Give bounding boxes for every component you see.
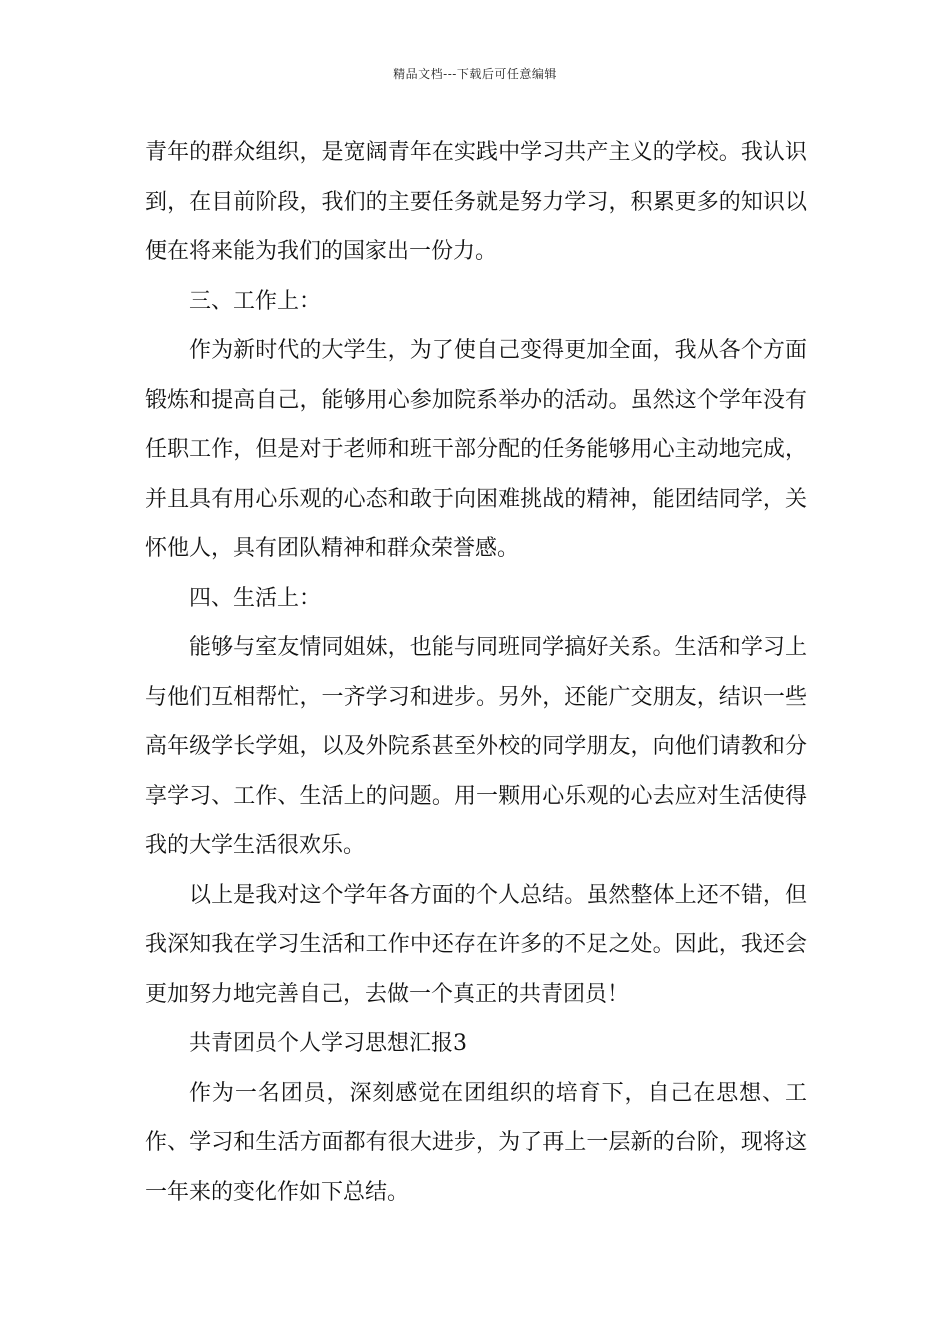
document-body [145,128,807,1217]
page-header: 精品文档---下载后可任意编辑 [393,67,557,81]
report-title: 共青团员个人学习思想汇报3 [189,1031,467,1056]
paragraph-intro: 作为一名团员，深刻感觉在团组织的培育下，自己在思想、工作、学习和生活方面都有很大进步，为了再上一层新的台阶，现将这一年来的变化作如下总结。 [145,1080,807,1205]
paragraph-work: 作为新时代的大学生，为了使自己变得更加全面，我从各个方面锻炼和提高自己，能够用心参加院系举办的活动。虽然这个学年没有任职工作，但是对于老师和班干部分配的任务能够用心主动地完成，并且具有用心乐观的心态和敢于向困难挑战的精神，能团结同学，关怀他人，具有团队精神和群众荣誉感。 [145,338,807,561]
paragraph-life: 能够与室友情同姐妹，也能与同班同学搞好关系。生活和学习上与他们互相帮忙，一齐学习和进步。另外，还能广交朋友，结识一些高年级学长学姐，以及外院系甚至外校的同学朋友，向他们请教和分享学习、工作、生活上的问题。用一颗用心乐观的心去应对生活使得我的大学生活很欢乐。 [145,635,807,858]
section-heading-life: 四、生活上： [189,585,322,611]
section-heading-work: 三、工作上： [189,288,322,314]
paragraph-summary: 以上是我对这个学年各方面的个人总结。虽然整体上还不错，但我深知我在学习生活和工作中还存在许多的不足之处。因此，我还会更加努力地完善自己，去做一个真正的共青团员！ [145,882,807,1007]
paragraph-1: 青年的群众组织，是宽阔青年在实践中学习共产主义的学校。我认识到，在目前阶段，我们的主要任务就是努力学习，积累更多的知识以便在将来能为我们的国家出一份力。 [145,140,807,264]
